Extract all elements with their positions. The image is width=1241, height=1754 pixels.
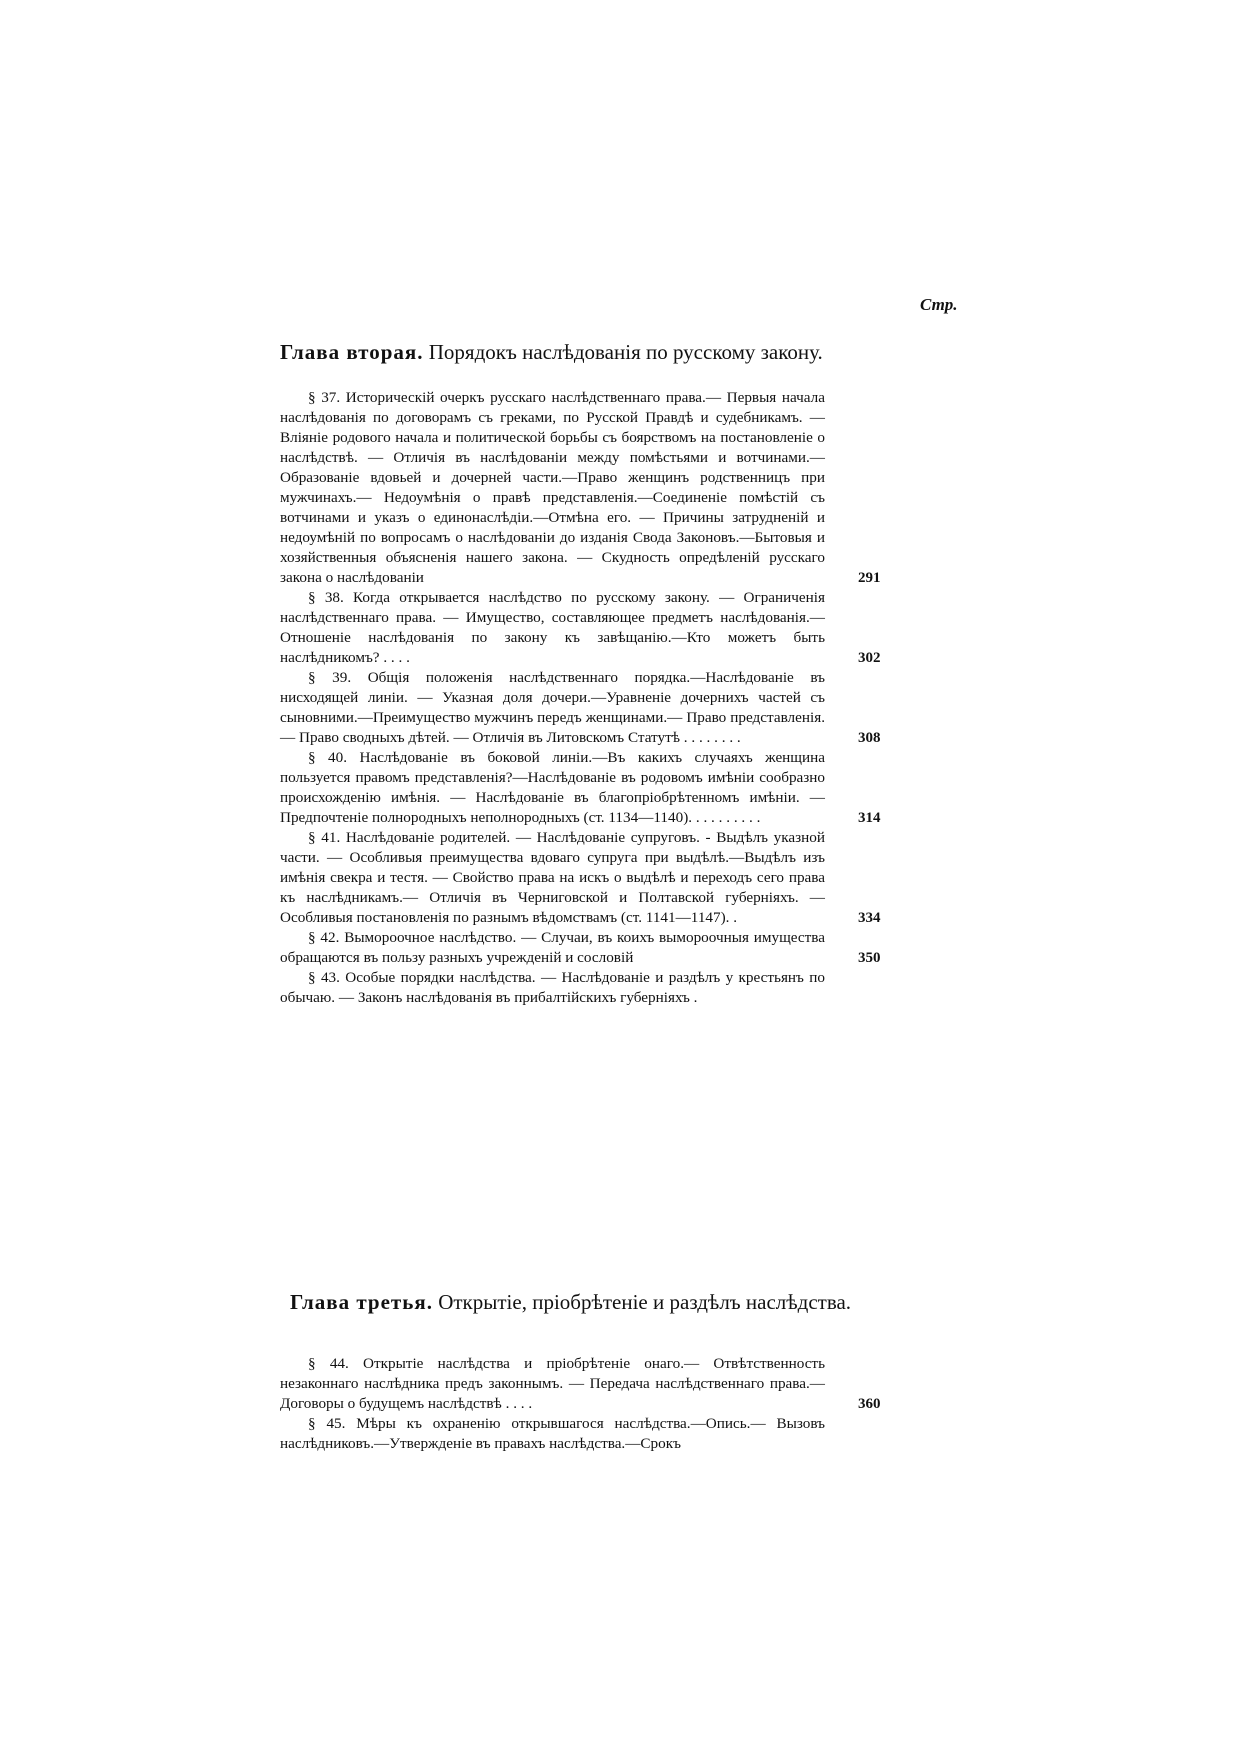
chapter-3-heading	[290, 1290, 851, 1315]
chapter-3-lead: Глава третья.	[290, 1290, 433, 1314]
chapter-2-title: Порядокъ наслѣдованія по русскому закону.	[428, 340, 823, 364]
chapter-2-heading	[280, 340, 823, 365]
chapter-2-toc	[280, 388, 881, 1008]
chapter-3-title: Открытіе, пріобрѣтеніе и раздѣлъ наслѣдства.	[438, 1290, 852, 1314]
toc-entry-text: § 44. Открытіе наслѣдства и пріобрѣтеніе онаго.— Отвѣтственность незаконнаго наслѣдника предъ законнымъ. — Передача наслѣдственнаго права.—Договоры о будущемъ наслѣдствѣ . . . .	[280, 1355, 825, 1412]
toc-entry-42	[280, 928, 881, 968]
toc-entry-44	[280, 1354, 881, 1414]
toc-entry-text: § 38. Когда открывается наслѣдство по русскому закону. — Ограниченія наслѣдственнаго права. — Имущество, составляющее предметъ наслѣдованія.—Отношеніе наслѣдованія по закону къ завѣщанію.—Кто можетъ быть наслѣдникомъ? . . . .	[280, 589, 825, 666]
toc-entry-text: § 40. Наслѣдованіе въ боковой линіи.—Въ какихъ случаяхъ женщина пользуется правомъ представленія?—Наслѣдованіе въ родовомъ имѣніи сообразно происхожденію имѣнія. — Наслѣдованіе въ благопріобрѣтенномъ имѣніи. — Предпочтеніе полнородныхъ неполнородныхъ (ст. 1134—1140). . . . . . . . . .	[280, 749, 825, 826]
toc-entry-text: § 37. Историческій очеркъ русскаго наслѣдственнаго права.— Первыя начала наслѣдованія по договорамъ съ греками, по Русской Правдѣ и судебникамъ. — Вліяніе родового начала и политической борьбы съ боярствомъ на постановленіе о наслѣдствѣ. — Отличія въ наслѣдованіи между помѣстьями и вотчинами.—Образованіе вдовьей и дочерней части.—Право женщинъ родственницъ при мужчинахъ.— Недоумѣнія о правѣ представленія.—Соединеніе помѣстій съ вотчинами и указъ о единонаслѣдіи.—Отмѣна его. — Причины затрудненій и недоумѣній по вопросамъ о наслѣдованіи до изданія Свода Законовъ.—Бытовыя и хозяйственныя объясненія нашего закона. — Скудность опредѣленій русскаго закона о наслѣдованіи	[280, 389, 825, 586]
toc-entry-text: § 39. Общія положенія наслѣдственнаго порядка.—Наслѣдованіе въ нисходящей линіи. — Указная доля дочери.—Уравненіе дочернихъ частей съ сыновними.—Преимущество мужчинъ передъ женщинами.— Право представленія. — Право сводныхъ дѣтей. — Отличія въ Литовскомъ Статутѣ . . . . . . . .	[280, 669, 825, 746]
toc-entry-39	[280, 668, 881, 748]
toc-entry-page: 302	[858, 650, 881, 666]
toc-entry-page: 360	[858, 1396, 881, 1412]
toc-entry-43	[280, 968, 825, 1008]
chapter-2-lead: Глава вторая.	[280, 340, 424, 364]
toc-entry-page: 291	[858, 570, 881, 586]
toc-entry-page: 334	[858, 910, 881, 926]
toc-entry-45	[280, 1414, 825, 1454]
toc-entry-text: § 45. Мѣры къ охраненію открывшагося наслѣдства.—Опись.— Вызовъ наслѣдниковъ.—Утвержденіе въ правахъ наслѣдства.—Срокъ	[280, 1415, 825, 1452]
toc-entry-text: § 42. Вымороочное наслѣдство. — Случаи, въ коихъ вымороочныя имущества обращаются въ пользу разныхъ учрежденій и сословій	[280, 929, 825, 966]
page-column-label: Стр.	[920, 295, 958, 314]
toc-entry-page: 350	[858, 950, 881, 966]
toc-entry-text: § 43. Особые порядки наслѣдства. — Наслѣдованіе и раздѣлъ у крестьянъ по обычаю. — Законъ наслѣдованія въ прибалтійскихъ губерніяхъ .	[280, 969, 825, 1006]
toc-entry-37	[280, 388, 881, 588]
chapter-3-toc	[280, 1354, 881, 1454]
toc-entry-text: § 41. Наслѣдованіе родителей. — Наслѣдованіе супруговъ. - Выдѣлъ указной части. — Особливыя преимущества вдоваго супруга при выдѣлѣ.—Выдѣлъ изъ имѣнія свекра и тестя. — Свойство права на искъ о выдѣлѣ и переходъ сего права къ наслѣдникамъ.— Отличія въ Черниговской и Полтавской губерніяхъ. — Особливыя постановленія по разнымъ вѣдомствамъ (ст. 1141—1147). .	[280, 829, 825, 926]
toc-entry-40	[280, 748, 881, 828]
toc-entry-page: 308	[858, 730, 881, 746]
toc-entry-41	[280, 828, 881, 928]
toc-entry-page: 314	[858, 810, 881, 826]
toc-entry-38	[280, 588, 881, 668]
